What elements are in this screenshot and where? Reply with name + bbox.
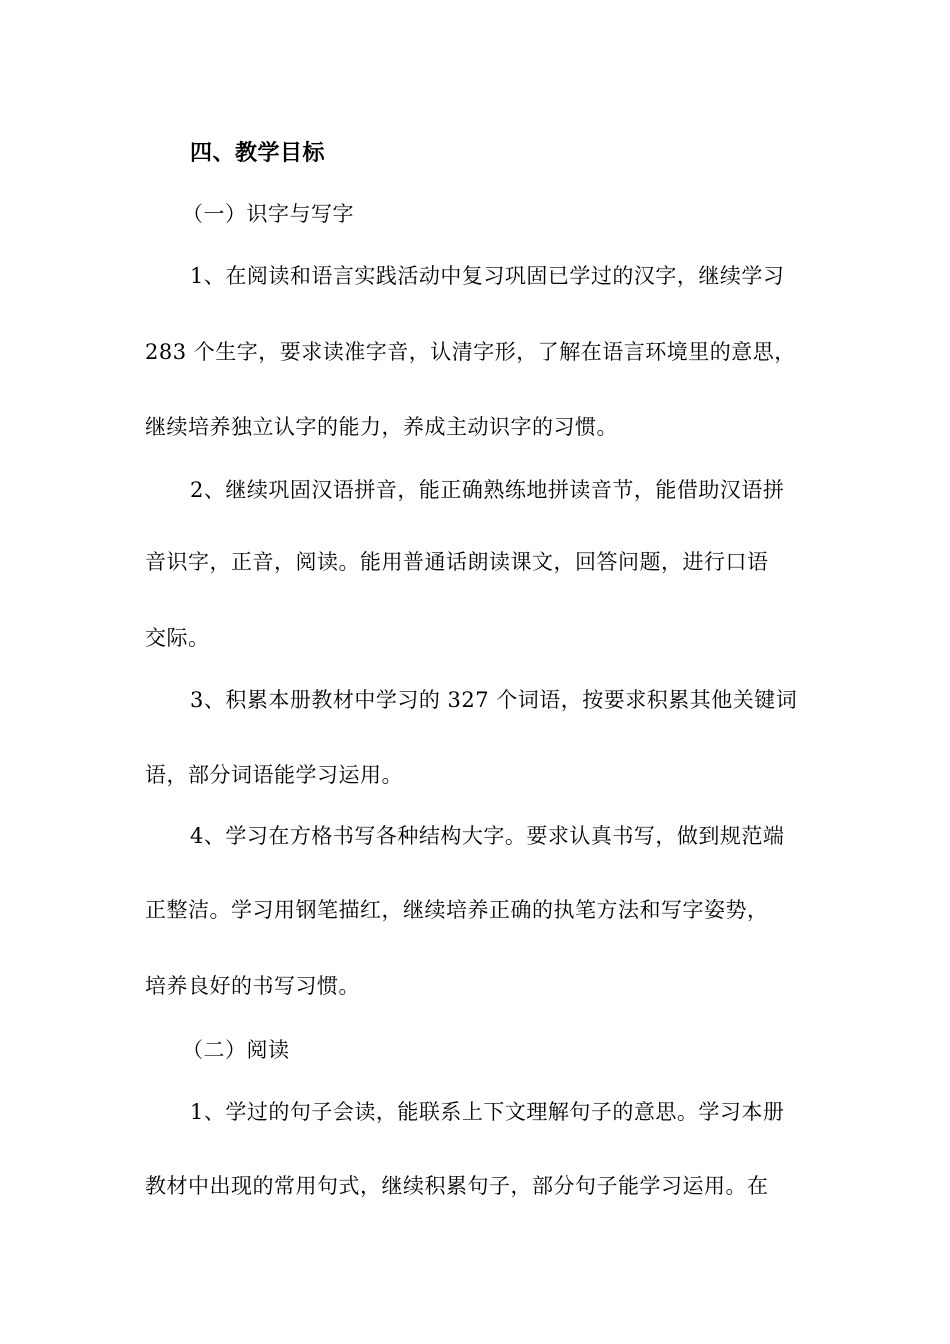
paragraph-line: 3、积累本册教材中学习的 327 个词语，按要求积累其他关键词 (190, 688, 798, 712)
paragraph-line: 2、继续巩固汉语拼音，能正确熟练地拼读音节，能借助汉语拼 (190, 478, 785, 502)
paragraph-line: 语，部分词语能学习运用。 (145, 763, 403, 787)
paragraph-line: 283 个生字，要求读准字音，认清字形，了解在语言环境里的意思， (145, 340, 796, 364)
paragraph-line: 4、学习在方格书写各种结构大字。要求认真书写，做到规范端 (190, 824, 785, 848)
section-heading: 四、教学目标 (190, 140, 326, 166)
paragraph-line: 教材中出现的常用句式，继续积累句子，部分句子能学习运用。在 (145, 1174, 769, 1198)
paragraph-line: 1、在阅读和语言实践活动中复习巩固已学过的汉字，继续学习 (190, 264, 785, 288)
paragraph-line: 继续培养独立认字的能力，养成主动识字的习惯。 (145, 415, 618, 439)
subsection-title-literacy: （一）识字与写字 (182, 202, 354, 226)
paragraph-line: 正整洁。学习用钢笔描红，继续培养正确的执笔方法和写字姿势， (145, 898, 769, 922)
paragraph-line: 音识字，正音，阅读。能用普通话朗读课文，回答问题，进行口语 (145, 550, 769, 574)
paragraph-line: 1、学过的句子会读，能联系上下文理解句子的意思。学习本册 (190, 1100, 785, 1124)
subsection-title-reading: （二）阅读 (182, 1038, 290, 1062)
paragraph-line: 交际。 (145, 626, 210, 650)
paragraph-line: 培养良好的书写习惯。 (145, 974, 360, 998)
